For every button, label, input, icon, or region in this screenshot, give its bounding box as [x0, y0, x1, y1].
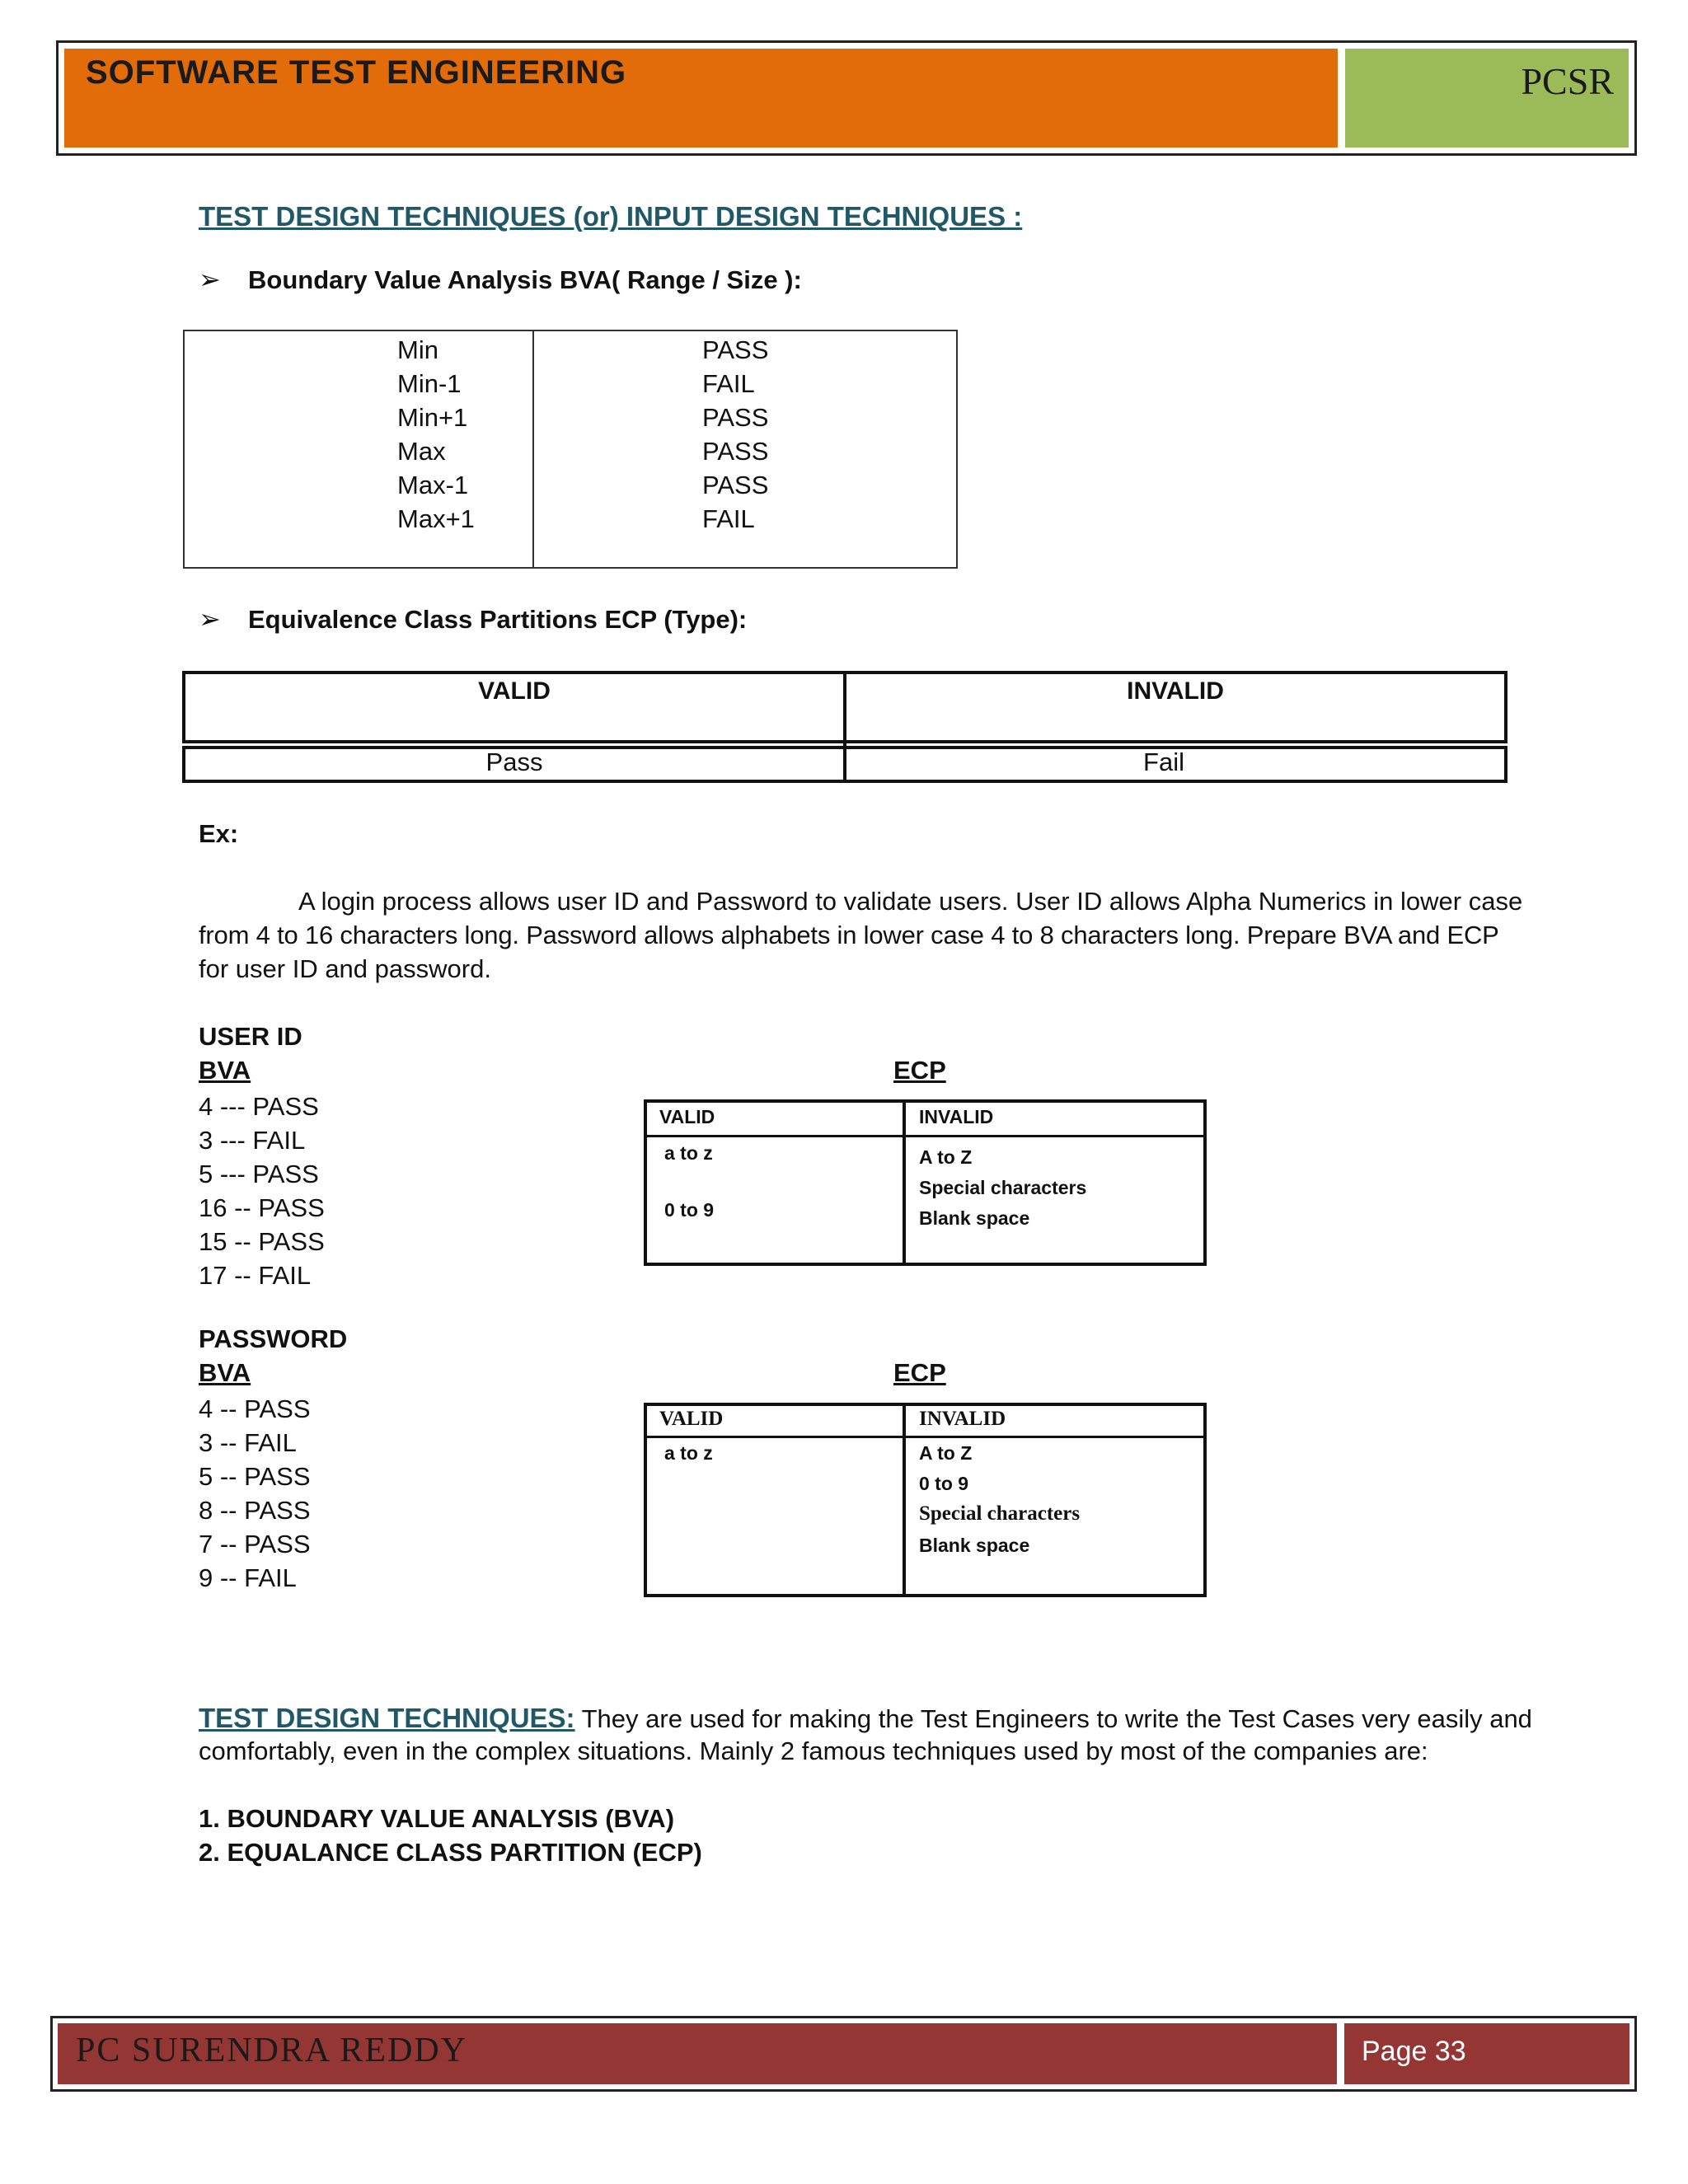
tdt-item-1: 1. BOUNDARY VALUE ANALYSIS (BVA): [199, 1804, 675, 1833]
ecp-heading: Equivalence Class Partitions ECP (Type):: [248, 605, 748, 634]
ecp-valid-value: Pass: [485, 748, 543, 776]
list-item: Blank space: [919, 1207, 1030, 1229]
user-id-ecp-divider: [903, 1099, 906, 1266]
ecp-invalid-header: INVALID: [1127, 677, 1224, 705]
tdt-paragraph-line-1: [199, 1703, 1532, 1734]
list-item: 4 --- PASS: [199, 1092, 319, 1121]
bva-row-label: Min+1: [397, 403, 468, 432]
password-invalid-item: 0 to 9: [919, 1473, 969, 1494]
password-ecp-rule: [644, 1436, 1207, 1438]
password-invalid-item: Special characters: [919, 1502, 1081, 1525]
bva-heading: Boundary Value Analysis BVA( Range / Size ):: [248, 265, 802, 294]
bva-table-left-column: [397, 333, 475, 536]
password-ecp-divider: [903, 1403, 906, 1597]
user-id-bva-list: [199, 1090, 325, 1292]
user-id-bva-label: BVA: [199, 1056, 251, 1085]
bva-row-label: Max: [397, 437, 446, 466]
list-item: A to Z: [919, 1146, 973, 1168]
list-item: 3 -- FAIL: [199, 1428, 297, 1457]
list-item: 17 -- FAIL: [199, 1261, 312, 1290]
ecp-valid-header: VALID: [478, 677, 551, 705]
password-invalid-item: Blank space: [919, 1535, 1030, 1556]
bva-row-result: FAIL: [702, 369, 755, 398]
example-label: Ex:: [199, 819, 239, 848]
tdt-heading: TEST DESIGN TECHNIQUES:: [199, 1703, 575, 1733]
list-item: 4 -- PASS: [199, 1394, 311, 1423]
user-id-title: USER ID: [199, 1022, 302, 1051]
password-bva-label: BVA: [199, 1358, 251, 1387]
list-item: 8 -- PASS: [199, 1496, 311, 1525]
footer-author: PC SURENDRA REDDY: [76, 2032, 468, 2069]
list-item: 5 --- PASS: [199, 1160, 319, 1188]
list-item: 3 --- FAIL: [199, 1126, 306, 1155]
bva-row-label: Max-1: [397, 471, 469, 499]
bva-table-right-column: [702, 333, 768, 536]
password-invalid-item: A to Z: [919, 1442, 973, 1464]
bva-row-result: PASS: [702, 403, 769, 432]
bva-row-result: PASS: [702, 437, 769, 466]
bva-row-result: PASS: [702, 335, 769, 364]
bva-row-label: Max+1: [397, 504, 475, 533]
list-item: 9 -- FAIL: [199, 1563, 297, 1592]
user-id-ecp-invalid-header: INVALID: [919, 1106, 994, 1127]
bva-row-label: Min: [397, 335, 438, 364]
header-title: SOFTWARE TEST ENGINEERING: [86, 54, 627, 91]
password-ecp-label: ECP: [893, 1358, 946, 1387]
arrow-bullet-icon: ➢: [199, 265, 221, 294]
password-bva-list: [199, 1392, 311, 1595]
tdt-paragraph-line-2: comfortably, even in the complex situations. Mainly 2 famous techniques used by most of the companies are:: [199, 1736, 1428, 1765]
password-valid-item: a to z: [664, 1442, 713, 1464]
user-id-valid-item: a to z: [664, 1142, 713, 1164]
list-item: 15 -- PASS: [199, 1227, 325, 1256]
tdt-item-2: 2. EQUALANCE CLASS PARTITION (ECP): [199, 1838, 702, 1867]
header-initials: PCSR: [1521, 60, 1614, 102]
bva-table-divider: [532, 330, 534, 569]
password-ecp-invalid-header: INVALID: [919, 1408, 1006, 1430]
list-item: 7 -- PASS: [199, 1530, 311, 1558]
user-id-invalid-list: [919, 1142, 1086, 1234]
password-ecp-table: [644, 1403, 1207, 1597]
bva-row-label: Min-1: [397, 369, 462, 398]
password-title: PASSWORD: [199, 1324, 348, 1353]
list-item: 16 -- PASS: [199, 1193, 325, 1222]
bva-range-table: [183, 330, 958, 569]
page-number: Page 33: [1362, 2036, 1466, 2067]
ecp-invalid-value: Fail: [1143, 748, 1184, 776]
user-id-ecp-valid-header: VALID: [659, 1106, 715, 1127]
example-line-3: for user ID and password.: [199, 954, 491, 983]
tdt-text: They are used for making the Test Engineers to write the Test Cases very easily and: [574, 1704, 1532, 1733]
list-item: Special characters: [919, 1177, 1087, 1198]
bva-row-result: FAIL: [702, 504, 755, 533]
arrow-bullet-icon: ➢: [199, 604, 221, 634]
example-line-2: from 4 to 16 characters long. Password allows alphabets in lower case 4 to 8 characters long. Prepare BVA and ECP: [199, 921, 1499, 949]
list-item: 5 -- PASS: [199, 1462, 311, 1491]
example-line-1: A login process allows user ID and Password to validate users. User ID allows Alpha Numerics in lower case: [298, 887, 1523, 916]
user-id-ecp-label: ECP: [893, 1056, 946, 1085]
password-ecp-valid-header: VALID: [659, 1408, 724, 1430]
section-heading: TEST DESIGN TECHNIQUES (or) INPUT DESIGN TECHNIQUES :: [199, 201, 1023, 232]
user-id-ecp-rule: [644, 1135, 1207, 1137]
bva-row-result: PASS: [702, 471, 769, 499]
user-id-valid-item: 0 to 9: [664, 1199, 715, 1221]
